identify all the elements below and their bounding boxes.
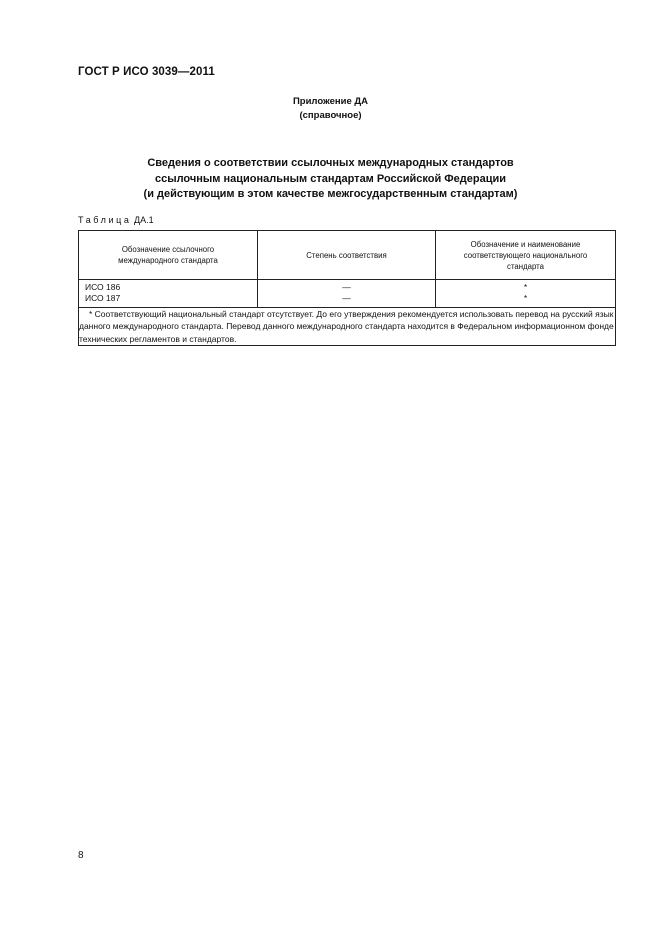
table-footnote-row bbox=[79, 308, 616, 346]
table-cell: * bbox=[523, 282, 528, 292]
annex-type: (справочное) bbox=[299, 110, 362, 121]
table-data-row bbox=[79, 280, 616, 308]
annex-heading bbox=[0, 95, 661, 123]
header-text: стандарта bbox=[507, 261, 544, 271]
cell-conformity bbox=[258, 280, 436, 308]
header-conformity-degree bbox=[258, 231, 436, 280]
page-title bbox=[0, 156, 661, 203]
title-line-1: Сведения о соответствии ссылочных международных стандартов bbox=[147, 157, 514, 169]
document-code: ГОСТ Р ИСО 3039—2011 bbox=[78, 66, 215, 78]
page-number: 8 bbox=[78, 850, 84, 861]
cell-national-standards bbox=[436, 280, 616, 308]
header-national-standard bbox=[436, 231, 616, 280]
reference-standards-table bbox=[78, 230, 616, 346]
table-cell: — bbox=[342, 293, 351, 303]
annex-title: Приложение ДА bbox=[292, 96, 369, 107]
header-reference-standard bbox=[79, 231, 258, 280]
title-line-2: ссылочным национальным стандартам Российской Федерации bbox=[154, 172, 507, 185]
table-cell: ИСО 187 bbox=[85, 293, 121, 303]
table-caption bbox=[78, 215, 154, 225]
header-text: Обозначение ссылочного bbox=[121, 245, 215, 254]
header-text: Степень соответствия bbox=[306, 250, 387, 260]
cell-reference-standards bbox=[79, 280, 258, 308]
table-caption-number: ДА.1 bbox=[134, 215, 154, 225]
table-caption-label: Таблица bbox=[78, 215, 132, 225]
header-text: соответствующего национального bbox=[463, 250, 588, 260]
table-footnote: * Соответствующий национальный стандарт отсутствует. До его утверждения рекомендуется использовать перевод на русский язык данного международного стандарта. Перевод данного международного стандарта находится в Федеральном информационном фонде технических регламентов и стандартов. bbox=[79, 309, 614, 344]
title-line-3: (и действующим в этом качестве межгосударственным стандартам) bbox=[143, 188, 518, 200]
table-cell: * bbox=[523, 293, 528, 303]
table-cell: — bbox=[342, 282, 351, 292]
table-cell: ИСО 186 bbox=[85, 282, 121, 292]
header-text: международного стандарта bbox=[118, 256, 218, 265]
header-text: Обозначение и наименование bbox=[470, 239, 581, 249]
table-header-row bbox=[79, 231, 616, 280]
